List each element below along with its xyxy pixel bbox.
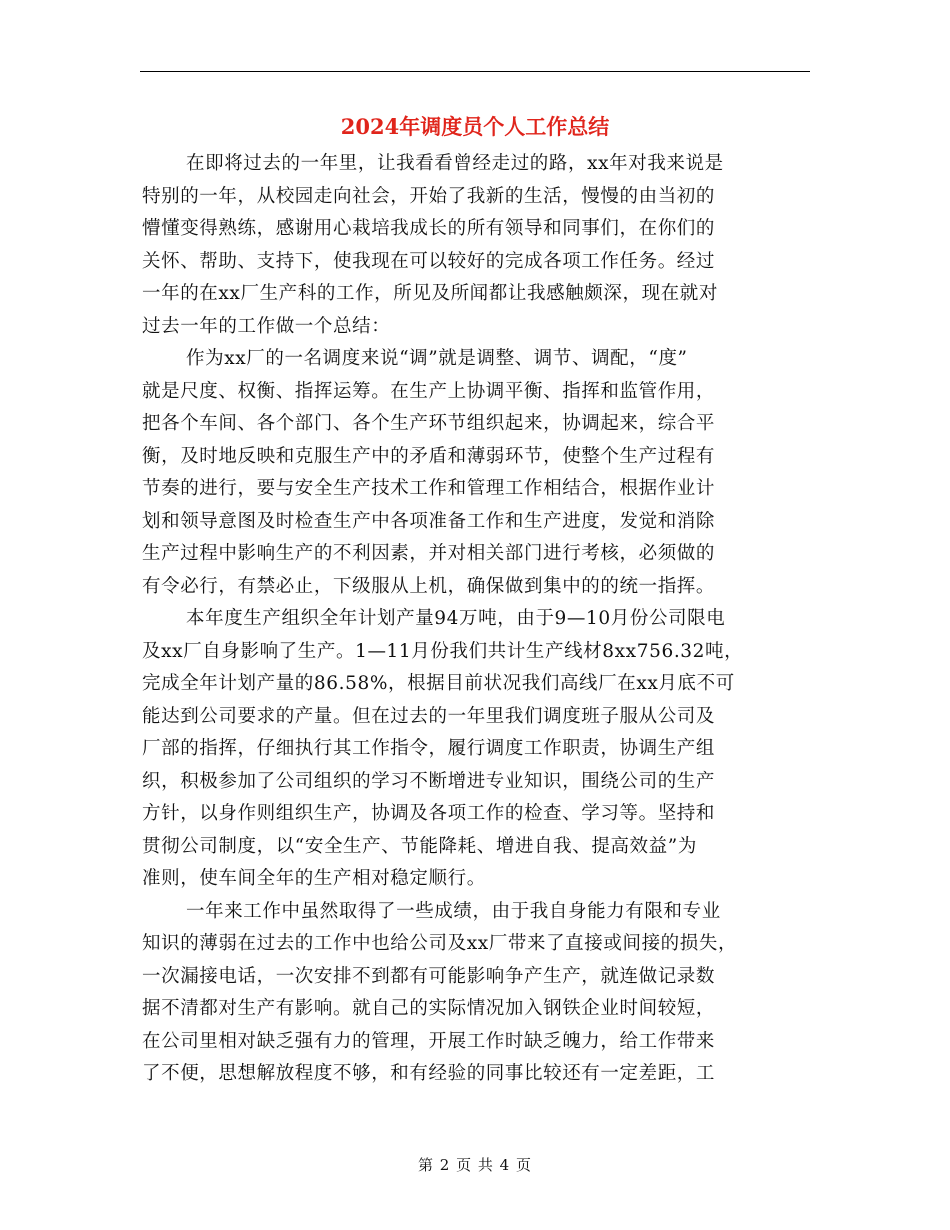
paragraph-line: 了不便，思想解放程度不够，和有经验的同事比较还有一定差距，工 (142, 1063, 716, 1084)
paragraph-line: 作为xx厂的一名调度来说“调”就是调整、调节、调配，“度” (186, 348, 688, 369)
paragraph-line: 能达到公司要求的产量。但在过去的一年里我们调度班子服从公司及 (142, 705, 716, 727)
paragraph-line: 在即将过去的一年里，让我看看曾经走过的路，xx年对我来说是 (186, 153, 724, 174)
paragraph-line: 织，积极参加了公司组织的学习不断增进专业知识，围绕公司的生产 (142, 770, 716, 792)
paragraph-line: 就是尺度、权衡、指挥运筹。在生产上协调平衡、指挥和监管作用， (142, 380, 716, 402)
paragraph-line: 节奏的进行，要与安全生产技术工作和管理工作相结合，根据作业计 (142, 478, 716, 499)
document-title: 2024年调度员个人工作总结 (340, 114, 610, 139)
paragraph-line: 知识的薄弱在过去的工作中也给公司及xx厂带来了直接或间接的损失， (142, 933, 738, 954)
paragraph-line: 一年来工作中虽然取得了一些成绩，由于我自身能力有限和专业 (186, 900, 721, 922)
page-number-footer: 第 2 页 共 4 页 (418, 1156, 532, 1174)
document-body (142, 148, 812, 1091)
paragraph-line: 关怀、帮助、支持下，使我现在可以较好的完成各项工作任务。经过 (142, 250, 716, 272)
paragraph-line: 一年的在xx厂生产科的工作，所见及所闻都让我感触颇深，现在就对 (142, 283, 718, 304)
paragraph-line: 完成全年计划产量的86.58%，根据目前状况我们高线厂在xx月底不可 (142, 673, 735, 694)
paragraph-line: 懵懂变得熟练，感谢用心栽培我成长的所有领导和同事们，在你们的 (142, 218, 716, 239)
paragraph-line: 有令必行，有禁必止，下级服从上机，确保做到集中的的统一指挥。 (142, 575, 716, 597)
paragraph-line: 方针，以身作则组织生产，协调及各项工作的检查、学习等。坚持和 (142, 803, 716, 824)
paragraph-line: 衡，及时地反映和克服生产中的矛盾和薄弱环节，使整个生产过程有 (142, 445, 716, 467)
paragraph-line: 准则，使车间全年的生产相对稳定顺行。 (142, 868, 486, 889)
paragraph-line: 生产过程中影响生产的不利因素，并对相关部门进行考核，必须做的 (142, 543, 716, 564)
paragraph-line: 划和领导意图及时检查生产中各项准备工作和生产进度，发觉和消除 (142, 510, 716, 532)
paragraph-line: 本年度生产组织全年计划产量94万吨，由于9—10月份公司限电 (186, 608, 726, 629)
paragraph-line: 贯彻公司制度，以“安全生产、节能降耗、增进自我、提高效益”为 (142, 835, 697, 857)
paragraph-line: 及xx厂自身影响了生产。1—11月份我们共计生产线材8xx756.32吨， (142, 640, 744, 662)
paragraph-line: 在公司里相对缺乏强有力的管理，开展工作时缺乏魄力，给工作带来 (142, 1030, 716, 1052)
paragraph-line: 过去一年的工作做一个总结： (142, 315, 391, 337)
header-rule (140, 71, 810, 72)
paragraph-line: 据不清都对生产有影响。就自己的实际情况加入钢铁企业时间较短， (142, 998, 716, 1019)
paragraph-line: 厂部的指挥，仔细执行其工作指令，履行调度工作职责，协调生产组 (142, 738, 716, 759)
paragraph-line: 把各个车间、各个部门、各个生产环节组织起来，协调起来，综合平 (142, 413, 716, 434)
paragraph-line: 特别的一年，从校园走向社会，开始了我新的生活，慢慢的由当初的 (142, 185, 716, 207)
paragraph-line: 一次漏接电话，一次安排不到都有可能影响争产生产，就连做记录数 (142, 965, 716, 987)
